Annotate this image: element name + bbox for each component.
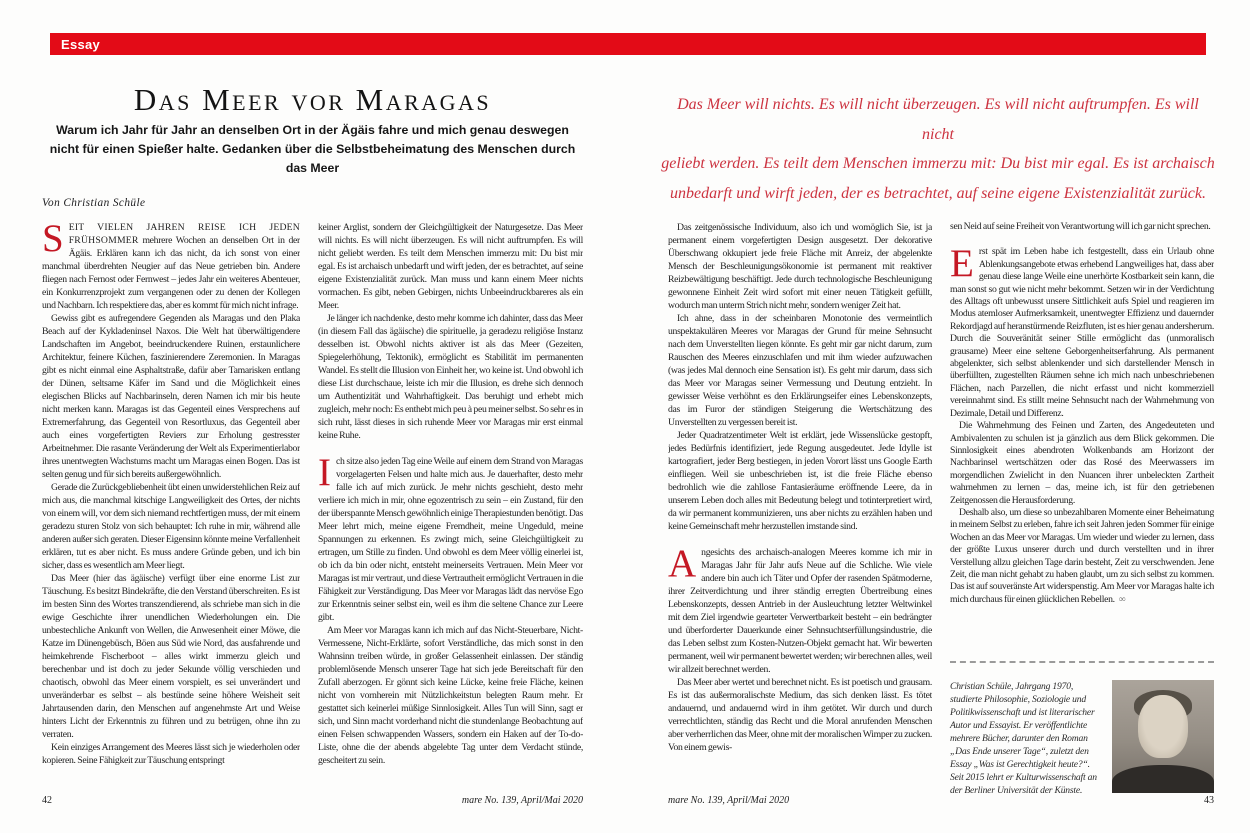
- page-number-right: 43: [1204, 795, 1214, 806]
- section-tag-bar: [50, 33, 1206, 55]
- paragraph: Gewiss gibt es aufregendere Gegenden als Maragas und den Plaka Beach auf der Kykladeninsel Naxos. Die Welt hat überwältigendere Landschaften im Angebot, beeindruckendere Ruinen, erstaunlichere Architektur, feinere Küchen, faszinierendere Zeremonien. In Maragas gibt es nicht einmal eine Asphaltstraße, dafür aber Tamarisken entlang der Dünen, seltsame Käfer im Sand und die Möglichkeit eines elegischen Blicks auf Nachbarinseln, deren Namen ich mir bis heute nicht merken kann. Maragas ist das Gegenteil eines Versprechens auf Extremerfahrung, das Gegenteil von Resortluxus, das Gegenteil aber auch eines vorgefertigten Reviers zur Erholung gestresster Arbeitnehmer. Die rasante Veränderung der Welt als Experimentierlabor ihres unentwegten Wachstums macht um Maragas einen Bogen. Das ist selten genug und für sich bereits außergewöhnlich.: [42, 313, 300, 480]
- article-title: Das Meer vor Maragas: [133, 82, 492, 117]
- paragraph: Das Meer (hier das ägäische) verfügt über eine enorme List zur Täuschung. Es besitzt Bindekräfte, die den Verstand überschreiten. Es ist im besten Sinn des Wortes transzendierend, als schriebe man sich in die ewige Geschichte ihrer unendlichen Wiederholungen ein. Die unbestechliche Ankunft von Wellen, die Anwesenheit einer Möwe, die Katze im Dünengebüsch, Böen aus Süd wie Nord, das ausfahrende und heimkehrende Fischerboot – alles wirkt immerzu gleich und berechenbar und ist doch zu jeder Sekunde völlig verschieden und chaotisch, obwohl das Meer einem vorspielt, es sei unverändert und unveränderbar es selbst – als bestünde seine höhere Weisheit seit Jahrtausenden darin, den Menschen auf angenehmste Art und Weise hinters Licht der Erkenntnis zu führen und zu betrügen, ohne ihn zu verraten.: [42, 573, 300, 740]
- issue-credit: mare No. 139, April/Mai 2020: [461, 795, 583, 806]
- end-of-article-mark: ∞: [1118, 593, 1126, 605]
- paragraph: [42, 221, 300, 312]
- subtitle-line: nicht für einen Spießer halte. Gedanken über die Selbstbeheimatung des Menschen durch das Meer: [49, 142, 576, 175]
- paragraph: Kein einziges Arrangement des Meeres lässt sich je wiederholen oder kopieren. Seine Fähigkeit zur Täuschung entspringt: [42, 742, 300, 766]
- paragraph: [950, 242, 1214, 420]
- article-subtitle: [42, 121, 583, 178]
- right-page-footer: [668, 795, 1214, 806]
- paragraph-text: ch sitze also jeden Tag eine Weile auf einem dem Strand von Maragas vorgelagerten Felsen und halte mich aus. Je dauerhafter, desto mehr falle ich auf mich zurück. Je mehr nichts geschieht, desto mehr verliere ich mich in mir, ohne egozentrisch zu sein – ein Zustand, für den der überspannte Mensch gewöhnlich einige Therapiestunden benötigt. Das Meer lehrt mich, meine eigene Fremdheit, meine Ungeduld, meine Spannungen zu erkennen. Es zwingt mich, seine Gleichgültigkeit zu ertragen, um Stille zu finden. Und obwohl es dem Meer völlig einerlei ist, ob ich da bin oder nicht, entsteht meinerseits Vertrauen. Mein Meer vor Maragas ist mir vertraut, und diese Vertrautheit ermöglicht Vertrauen in die Fähigkeit zur Verständigung. Das Meer vor Maragas lädt das nervöse Ego zur Erkenntnis seiner selbst ein, weil es ihm die seltene Chance zur Leere gibt.: [318, 456, 583, 623]
- paragraph-text: Deshalb also, um diese so unbezahlbaren Momente einer Beheimatung in meinem Selbst zu erleben, fahre ich seit Jahren jeden Sommer für einige Wochen an das Meer vor Maragas. Um wieder und wieder zu lernen, dass der größte Luxus unserer durch und durch verstellten und in ihrer Verstellung allzu gleichen Tage darin besteht, Zeit zu verschwenden. Jene Zeit, die man nicht gehabt zu haben glaubt, um zu sich selbst zu kommen. Das ist auf souveränste Art widerspenstig. Am Meer vor Maragas halte ich mich durchaus für einen glücklichen Rebellen.: [950, 506, 1214, 605]
- paragraph-text: rst spät im Leben habe ich festgestellt, dass ein Urlaub ohne Ablenkungsangebote etwas erhebend Langweiliges hat, dass aber genau diese lange Weile eine unerhörte Kostbarkeit sein kann, die man sonst so gut wie nicht mehr bekommt. Setzen wir in der Verdichtung des Alltags oft unbewusst unsere Sittlichkeit aufs Spiel und reagieren im Modus atemloser Aufmerksamkeit, unentwegter Effizienz und dauernder Rekordjagd auf heranstürmende Reizfluten, ist es hier genau andersherum. Durch die Souveränität seiner Stille ermöglicht das (unmoralisch grausame) Meer eine seltene Geborgenheitserfahrung. Als permanent abgelenkter, sich selbst ablenkender und sich darstellender Mensch in überfüllten, zugestellten Räumen sehne ich mich nach unbeschriebenen Flächen, nach Parzellen, die nicht erfasst und nicht kommerziell vereinnahmt sind. Es stillt meine Sehnsucht nach der Wahrnehmung von Dezimale, Detail und Differenz.: [950, 246, 1214, 419]
- paragraph: [318, 451, 583, 624]
- lead-caps: EIT VIELEN JAHREN REISE ICH JEDEN FRÜHSOMMER: [68, 222, 300, 246]
- text-column-2: [318, 221, 583, 797]
- drop-cap-a: A: [668, 542, 697, 585]
- paragraph: Ich ahne, dass in der scheinbaren Monotonie des vermeintlich unspektakulären Meeres vor Maragas der Grund für meine Sehnsucht nach dem Unverstellten liegen könnte. Es geht mir gar nicht darum, zum Rauschen des Meeres einzuschlafen und mit ihm wieder aufzuwachen (was jedes Mal dennoch eine Sensation ist). Es geht mir darum, dass sich das Meer vor Maragas seiner Vermessung und Deutung entzieht. In gewisser Weise verhöhnt es den Erklärungseifer eines Lebenskonzepts, das im Furor der ständigen Steigerung die Wertschätzung des Unverstellten zu vergessen bereit ist.: [668, 313, 932, 428]
- page-number-left: 42: [42, 795, 52, 806]
- drop-cap-i: I: [318, 451, 331, 494]
- paragraph: Je länger ich nachdenke, desto mehr komme ich dahinter, dass das Meer (in diesem Fall das ägäische) die spirituelle, ja geradezu religiöse Instanz desselben ist. Obwohl nichts aktiver ist als das Meer (Gezeiten, Spiegelerhöhung, Tektonik), ermöglicht es Stabilität im permanenten Wandel. Es stellt die Illusion von Einheit her, wo keine ist. Und obwohl ich diese List durchschaue, leiste ich mir die Illusion, es drehe sich dennoch um Authentizität und Wahrhaftigkeit. Das beruhigt und erhebt mich zugleich, mehr noch: Es enthebt mich peu à peu meiner selbst. So sehr es in sich ruht, lässt dieses in sich ruhende Meer vor Maragas mir erst einmal keine Ruhe.: [318, 313, 583, 441]
- text-column-4: [950, 221, 1214, 655]
- paragraph-text: ngesichts des archaisch-analogen Meeres komme ich mir in Maragas Jahr für Jahr aufs Neue auf die Schliche. Wie viele andere bin auch ich Täter und Opfer der rasenden Spätmoderne, ihrer Zeitverdichtung und ihrer ständig erregten Übertreibung eines Lebenskonzepts, dessen Antrieb in der Ausleuchtung letzter Weltwinkel mit dem Ziel irgendwie gearteter Verwertbarkeit besteht – ein bedrängter und überforderter Dauerkunde einer Sehnsuchtserfüllungsindustrie, die das Leben selbst zum Kosten-Nutzen-Objekt gemacht hat. Wir bewerten permanent, weil wir permanent bewertet werden; wir berechnen alles, weil wir allzeit berechnet werden.: [668, 547, 932, 675]
- paragraph: Das zeitgenössische Individuum, also ich und womöglich Sie, ist ja permanent einem vorgefertigten Design ausgesetzt. Der dekorative Überschwang okkupiert jede freie Fläche mit Anreiz, der abgelenkte Mensch der Beschleunigungsökonomie ist permanent mit reaktiver Reizbewältigung beschäftigt. Jede durch technologische Beschleunigung gewonnene Einheit Zeit wird sofort mit einer neuen Tätigkeit gefüllt, wodurch man unterm Strich nicht mehr, sondern weniger Zeit hat.: [668, 222, 932, 311]
- author-bio: Christian Schüle, Jahrgang 1970, studierte Philosophie, Soziologie und Politikwissenschaft und ist literarischer Autor und Essayist. Er veröffentlichte mehrere Bücher, darunter den Roman „Das Ende unserer Tage“, zuletzt den Essay „Was ist Gerechtigkeit heute?“. Seit 2015 lehrt er Kulturwissenschaft an der Berliner Universität der Künste.: [950, 681, 1097, 796]
- byline: Von Christian Schüle: [42, 197, 146, 209]
- pull-quote-line: geliebt werden. Es teilt dem Menschen immerzu mit: Du bist mir egal. Es ist archaisch: [661, 155, 1215, 172]
- bio-separator: [950, 661, 1214, 663]
- section-tag: Essay: [61, 36, 101, 52]
- drop-cap-e: E: [950, 242, 974, 286]
- paragraph-text: mehrere Wochen an denselben Ort in der Ägäis. Erklären kann ich das nicht, da ich sonst von einer manchmal überdrehten Neugier auf das Neue getrieben bin. Andere fliegen nach Fernost oder Fernwest – jedes Jahr ein weiteres Abenteuer, ein Konkurrenzprojekt zum vergangenen oder zu denen der Kollegen und Nachbarn. Ich respektiere das, aber es kommt für mich nicht infrage.: [42, 235, 300, 311]
- text-column-1: [42, 221, 300, 797]
- pull-quote-line: Das Meer will nichts. Es will nicht überzeugen. Es will nicht auftrumpfen. Es will nicht: [677, 96, 1199, 143]
- issue-credit: mare No. 139, April/Mai 2020: [668, 795, 790, 806]
- paragraph: [668, 542, 932, 676]
- subtitle-line: Warum ich Jahr für Jahr an denselben Ort in der Ägäis fahre und mich genau deswegen: [56, 123, 569, 137]
- left-page-footer: [42, 795, 583, 806]
- author-photo: [1112, 680, 1214, 793]
- paragraph: Am Meer vor Maragas kann ich mich auf das Nicht-Steuerbare, Nicht-Vermessene, Nicht-Erklärte, sofort Verständliche, das mich sonst in den Wahnsinn treiben würde, in großer Gelassenheit einlassen. Der ständig problemlösende Mensch unserer Tage hat sich jede Bereitschaft für den Zufall aberzogen. Er gönnt sich keine Lücke, keine freie Fläche, keinen nicht von vornherein mit Nützlichkeitstun belegten Raum mehr. Er gestattet sich keinerlei müßige Sinnlosigkeit. Alles Tun will Sinn, sagt er sich, und Sinn macht vorderhand nicht die stundenlange Beobachtung auf einen Felsen schwappenden Wassers, sondern ein Haken auf der To-do-Liste, ohne die der abends abgelebte Tag unter dem Verdacht stünde, gescheitert zu sein.: [318, 625, 583, 766]
- pull-quote-line: unbedarft und wirft jeden, der es betrachtet, auf seine eigene Existenzialität zurück.: [670, 184, 1206, 202]
- photo-face-shape: [1138, 695, 1188, 758]
- paragraph: sen Neid auf seine Freiheit von Verantwortung will ich gar nicht sprechen.: [950, 221, 1211, 232]
- paragraph: Die Wahrnehmung des Feinen und Zarten, des Angedeuteten und Ambivalenten zu schulen ist ja gänzlich aus dem Blick gekommen. Die Sinnlosigkeit eines abendroten Wolkenbands am Horizont der Nachbarinsel wertschätzen oder das Rosé des Meerwassers im morgendlichen Zwielicht in den Nuancen ihrer unbeleckten Zartheit wahrnehmen zu lernen – das, meine ich, ist für den getriebenen Zeitgenossen die Herausforderung.: [950, 420, 1214, 506]
- pull-quote: [660, 90, 1216, 208]
- text-column-3: [668, 221, 932, 797]
- paragraph: keiner Arglist, sondern der Gleichgültigkeit der Naturgesetze. Das Meer will nichts. Es will nicht überzeugen. Es will nicht auftrumpfen. Es will nicht geliebt werden. Es teilt dem Menschen immerzu mit: Du bist mir egal. Es ist archaisch unbedarft und wirft jeden, der es betrachtet, auf seine eigene Existenzialität zurück. Man muss und kann einem Meer nichts vormachen. Es gibt, neben Gebirgen, nichts Unbeeindruckbareres als ein Meer.: [318, 222, 583, 311]
- drop-cap-s: S: [42, 221, 64, 260]
- paragraph: [950, 507, 1214, 606]
- paragraph: Gerade die Zurückgebliebenheit übt einen unwiderstehlichen Reiz auf mich aus, die manchmal kitschige Langweiligkeit des Ortes, der nichts von einem will, vor dem sich niemand rechtfertigen muss, der mit einem geradezu sturen Stolz von sich behauptet: Ich ruhe in mir, während alle anderen außer sich geraten. Dieser Eigensinn könnte meine Verfallenheit erklären, tut es aber nicht. Es muss andere Gründe geben, und ich bin sicher, dass es wesentlich am Meer liegt.: [42, 482, 300, 571]
- paragraph: Das Meer aber wertet und berechnet nicht. Es ist poetisch und grausam. Es ist das außermoralischste Medium, das sich denken lässt. Es tötet andauernd, und andauernd wird in ihm getötet. Wir durch und durch verrechtlichten, ständig das Recht und die Moral anrufenden Menschen aber verherrlichen das Meer, ohne mit der moralischen Wimper zu zucken. Von einem gewis-: [668, 677, 932, 753]
- paragraph: Jeder Quadratzentimeter Welt ist erklärt, jede Wissenslücke gestopft, jedes Bedürfnis identifiziert, jede Regung ausgedeutet. Jede Idylle ist kartografiert, jeder Berg bestiegen, in jeden Vorort lässt uns Google Earth einfliegen. Weil sie unbeschrieben ist, ist die freie Fläche ebenso bedrohlich wie die zahllose Fantasieräume eröffnende Leere, da in unserem Leben doch alles mit Bedeutung belegt und totinterpretiert wird, da wir permanent kommunizieren, uns aber nichts zu erzählen haben und keine Gemeinschaft mehr herzustellen imstande sind.: [668, 430, 932, 532]
- photo-shoulders-shape: [1112, 765, 1214, 793]
